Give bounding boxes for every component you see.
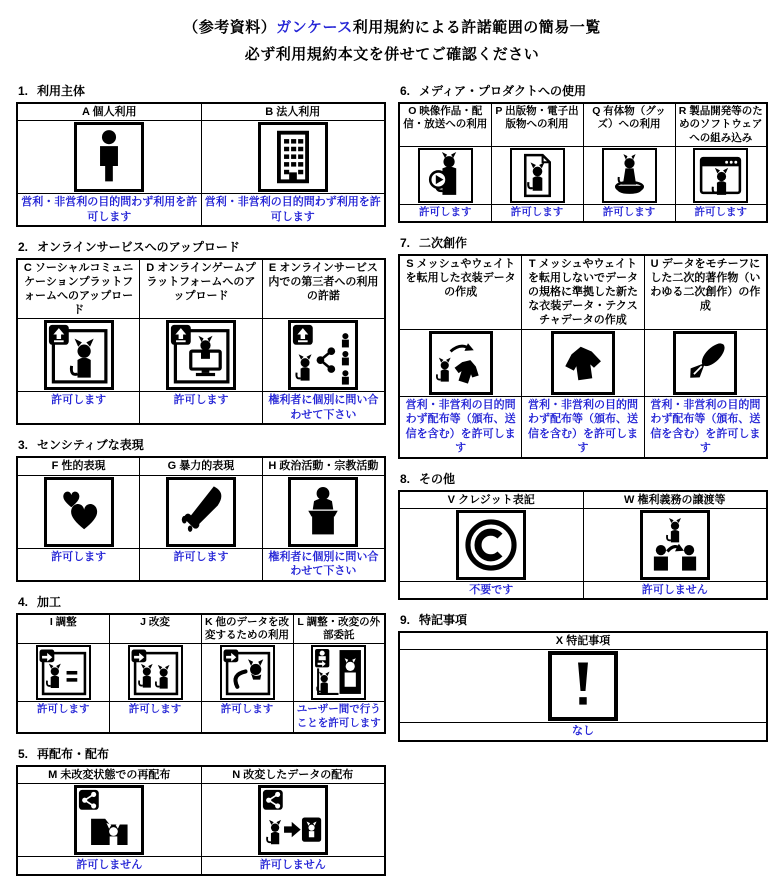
cell-header-T: [522, 255, 645, 329]
section-6: [398, 82, 768, 223]
cell-letter: F: [51, 460, 59, 473]
cell-label: 映像作品・配信・放送への利用: [403, 105, 488, 131]
cell-label: データをモチーフにした二次的著作物（いわゆる二次創作）の作成: [650, 258, 761, 313]
permission-text-T: 営利・非営利の目的問わず配布等（頒布、送信を含む）を許可します: [522, 396, 645, 458]
permission-text-G: 許可します: [140, 548, 263, 581]
section-1: [16, 82, 386, 227]
permission-text-M: 許可しません: [17, 857, 201, 875]
cell-icon-D: [140, 319, 263, 392]
title-line1: [16, 16, 768, 37]
cell-label: 製品開発等のためのソフトウェアへの組み込み: [679, 105, 763, 144]
section-table: [16, 102, 386, 227]
permission-text-V: 不要です: [399, 581, 583, 599]
cell-letter: A: [81, 106, 90, 118]
section-table: [398, 631, 768, 742]
section-title: その他: [419, 471, 456, 486]
section-number: 8.: [400, 471, 411, 486]
cell-letter: W: [624, 493, 635, 506]
cell-letter: E: [268, 262, 277, 275]
cell-label: 政治活動・宗教活動: [279, 460, 379, 473]
section-title: 二次創作: [419, 236, 468, 251]
cell-icon-P: [491, 147, 583, 205]
section-table: [16, 613, 386, 735]
cell-letter: N: [232, 769, 241, 782]
cell-label: 個人利用: [92, 106, 137, 118]
cell-header-P: [491, 103, 583, 147]
cell-letter: S: [406, 258, 414, 271]
cell-icon-A: [17, 121, 201, 194]
permission-text-B: 営利・非営利の目的問わず利用を許可します: [201, 194, 385, 227]
cell-letter: C: [23, 262, 32, 275]
permission-text-N: 許可しません: [201, 857, 385, 875]
cell-label: 調整: [55, 615, 77, 628]
upload-cat-icon: [44, 320, 114, 390]
cell-icon-I: [17, 644, 109, 702]
cell-icon-N: [201, 784, 385, 857]
permission-text-S: 営利・非営利の目的問わず配布等（頒布、送信を含む）を許可します: [399, 396, 522, 458]
cell-header-D: [140, 259, 263, 319]
permission-text-O: 許可します: [399, 205, 491, 222]
cell-icon-V: [399, 508, 583, 581]
cell-letter: D: [146, 262, 155, 275]
section-title: オンラインサービスへのアップロード: [37, 240, 240, 255]
cell-label: 法人利用: [276, 106, 321, 118]
copyright-icon: [456, 510, 526, 580]
permission-text-E: 権利者に個別に問い合わせて下さい: [262, 392, 385, 425]
cell-letter: O: [408, 105, 417, 117]
cell-header-V: [399, 491, 583, 509]
cell-header-L: [293, 614, 385, 644]
cell-icon-C: [17, 319, 140, 392]
cell-label: ソーシャルコミュニケーションプラットフォームへのアップロード: [23, 262, 134, 317]
cell-icon-G: [140, 475, 263, 548]
costume-reuse-icon: [429, 331, 493, 395]
cell-header-S: [399, 255, 522, 329]
section-table: [398, 490, 768, 601]
section-table: [16, 258, 386, 425]
section-4: [16, 593, 386, 735]
cell-letter: K: [204, 615, 213, 628]
section-table: [398, 254, 768, 458]
cell-label: 調整・改変の外部委託: [306, 615, 381, 641]
title-prefix: （参考資料）: [183, 19, 277, 36]
cell-icon-U: [644, 329, 767, 396]
cell-label: 出版物・電子出版物への利用: [505, 105, 579, 131]
cell-label: オンラインサービス内での第三者への利用の許諾: [268, 262, 379, 303]
section-title: 再配布・配布: [37, 747, 110, 762]
doc-title: [16, 16, 768, 64]
section-heading: [400, 470, 768, 487]
permission-text-X: なし: [399, 723, 767, 741]
share-third-party-icon: [288, 320, 358, 390]
cell-header-U: [644, 255, 767, 329]
permission-text-C: 許可します: [17, 392, 140, 425]
redistribute-icon: [74, 785, 144, 855]
section-heading: [400, 611, 768, 628]
section-3: [16, 436, 386, 581]
cell-header-N: [201, 766, 385, 784]
cell-label: 改変: [148, 615, 170, 628]
section-number: 9.: [400, 613, 411, 628]
permission-text-F: 許可します: [17, 548, 140, 581]
section-table: [16, 456, 386, 581]
section-heading: [18, 745, 386, 762]
cell-header-X: [399, 632, 767, 650]
cell-letter: B: [265, 106, 274, 118]
cell-header-Q: [583, 103, 675, 147]
outsource-icon: [311, 645, 366, 700]
cell-icon-B: [201, 121, 385, 194]
section-table: [16, 765, 386, 876]
cell-label: 未改変状態での再配布: [60, 769, 171, 782]
section-number: 5.: [18, 747, 29, 762]
cell-label: メッシュやウェイトを転用した衣装データの作成: [405, 258, 516, 299]
cell-icon-H: [262, 475, 385, 548]
section-heading: [400, 234, 768, 251]
cell-icon-J: [109, 644, 201, 702]
permission-text-D: 許可します: [140, 392, 263, 425]
section-8: [398, 470, 768, 601]
cell-letter: T: [528, 258, 536, 271]
cell-letter: U: [650, 258, 659, 271]
cell-header-K: [201, 614, 293, 644]
podium-icon: [288, 477, 358, 547]
cell-letter: V: [447, 493, 456, 506]
upload-game-icon: [166, 320, 236, 390]
cell-header-H: [262, 457, 385, 475]
section-heading: [18, 82, 386, 99]
section-title: メディア・プロダクトへの使用: [419, 84, 587, 98]
right-column: [398, 82, 768, 753]
cell-letter: J: [140, 615, 146, 628]
title-suffix: 利用規約による許諾範囲の簡易一覧: [352, 19, 601, 36]
two-column-layout: [16, 82, 768, 887]
goods-icon: [602, 148, 657, 203]
cell-label: 他のデータを改変するための利用: [205, 615, 289, 641]
permission-text-R: 許可します: [675, 205, 767, 222]
section-7: [398, 234, 768, 458]
cell-header-B: [201, 103, 385, 121]
cell-icon-K: [201, 644, 293, 702]
cell-header-I: [17, 614, 109, 644]
cell-label: 性的表現: [61, 460, 106, 473]
permission-text-J: 許可します: [109, 702, 201, 733]
cell-header-F: [17, 457, 140, 475]
section-number: 7.: [400, 236, 411, 251]
modify-icon: [128, 645, 183, 700]
knife-icon: [166, 477, 236, 547]
cell-label: 有体物（グッズ）への利用: [597, 105, 666, 131]
cell-icon-O: [399, 147, 491, 205]
cell-header-A: [17, 103, 201, 121]
distribute-modified-icon: [258, 785, 328, 855]
left-column: [16, 82, 386, 887]
cell-header-M: [17, 766, 201, 784]
section-heading: [400, 82, 768, 99]
permission-text-Q: 許可します: [583, 205, 675, 222]
permission-text-P: 許可します: [491, 205, 583, 222]
section-5: [16, 745, 386, 876]
cell-label: 改変したデータの配布: [243, 769, 354, 782]
cell-header-O: [399, 103, 491, 147]
software-icon: [693, 148, 748, 203]
section-number: 1.: [18, 84, 29, 98]
cell-icon-W: [583, 508, 767, 581]
cell-letter: Q: [592, 105, 601, 117]
cell-label: クレジット表記: [458, 493, 535, 506]
cell-letter: I: [49, 615, 53, 628]
section-heading: [18, 593, 386, 610]
video-icon: [418, 148, 473, 203]
section-title: 特記事項: [419, 613, 468, 628]
permission-text-U: 営利・非営利の目的問わず配布等（頒布、送信を含む）を許可します: [644, 396, 767, 458]
section-2: [16, 238, 386, 425]
cell-label: 暴力的表現: [179, 460, 235, 473]
cell-icon-X: [399, 650, 767, 723]
cell-header-J: [109, 614, 201, 644]
cell-icon-T: [522, 329, 645, 396]
title-subtitle: 必ず利用規約本文を併せてご確認ください: [244, 46, 540, 63]
hearts-icon: [44, 477, 114, 547]
section-number: 6.: [400, 84, 411, 98]
permission-text-W: 許可しません: [583, 581, 767, 599]
section-table: [398, 102, 768, 223]
rights-transfer-icon: [640, 510, 710, 580]
publication-icon: [510, 148, 565, 203]
permission-text-A: 営利・非営利の目的問わず利用を許可します: [17, 194, 201, 227]
section-title: 利用主体: [37, 84, 86, 98]
cell-icon-M: [17, 784, 201, 857]
cell-letter: H: [268, 460, 277, 473]
cell-header-R: [675, 103, 767, 147]
section-heading: [18, 238, 386, 255]
section-number: 3.: [18, 438, 29, 453]
exclamation-icon: [548, 651, 618, 721]
section-number: 4.: [18, 594, 29, 609]
costume-new-icon: [551, 331, 615, 395]
cell-header-G: [140, 457, 263, 475]
cell-icon-L: [293, 644, 385, 702]
adjust-icon: [36, 645, 91, 700]
cell-header-W: [583, 491, 767, 509]
title-brand: ガンケース: [276, 19, 353, 36]
cell-letter: M: [48, 769, 58, 782]
modify-other-data-icon: [220, 645, 275, 700]
building-icon: [258, 122, 328, 192]
cell-letter: L: [297, 615, 304, 628]
section-number: 2.: [18, 240, 29, 255]
pen-icon: [673, 331, 737, 395]
cell-icon-E: [262, 319, 385, 392]
section-title: 加工: [37, 594, 62, 609]
cell-header-C: [17, 259, 140, 319]
section-title: センシティブな表現: [37, 438, 144, 453]
cell-letter: P: [495, 105, 503, 117]
section-heading: [18, 436, 386, 453]
permission-text-H: 権利者に個別に問い合わせて下さい: [262, 548, 385, 581]
person-icon: [74, 122, 144, 192]
cell-letter: R: [678, 105, 687, 117]
cell-header-E: [262, 259, 385, 319]
cell-letter: G: [167, 460, 177, 473]
permission-text-K: 許可します: [201, 702, 293, 733]
cell-icon-S: [399, 329, 522, 396]
cell-icon-Q: [583, 147, 675, 205]
cell-label: 特記事項: [566, 635, 611, 648]
cell-label: 権利義務の譲渡等: [637, 493, 726, 506]
section-9: [398, 611, 768, 742]
cell-label: オンラインゲームプラットフォームへのアップロード: [146, 262, 256, 303]
cell-label: メッシュやウェイトを転用しないでデータの規格に準拠した新たな衣装データ・テクスチャデータの作成: [527, 258, 638, 327]
permission-text-I: 許可します: [17, 702, 109, 733]
cell-icon-R: [675, 147, 767, 205]
cell-icon-F: [17, 475, 140, 548]
cell-letter: X: [555, 635, 564, 648]
permission-text-L: ユーザー間で行うことを許可します: [293, 702, 385, 733]
